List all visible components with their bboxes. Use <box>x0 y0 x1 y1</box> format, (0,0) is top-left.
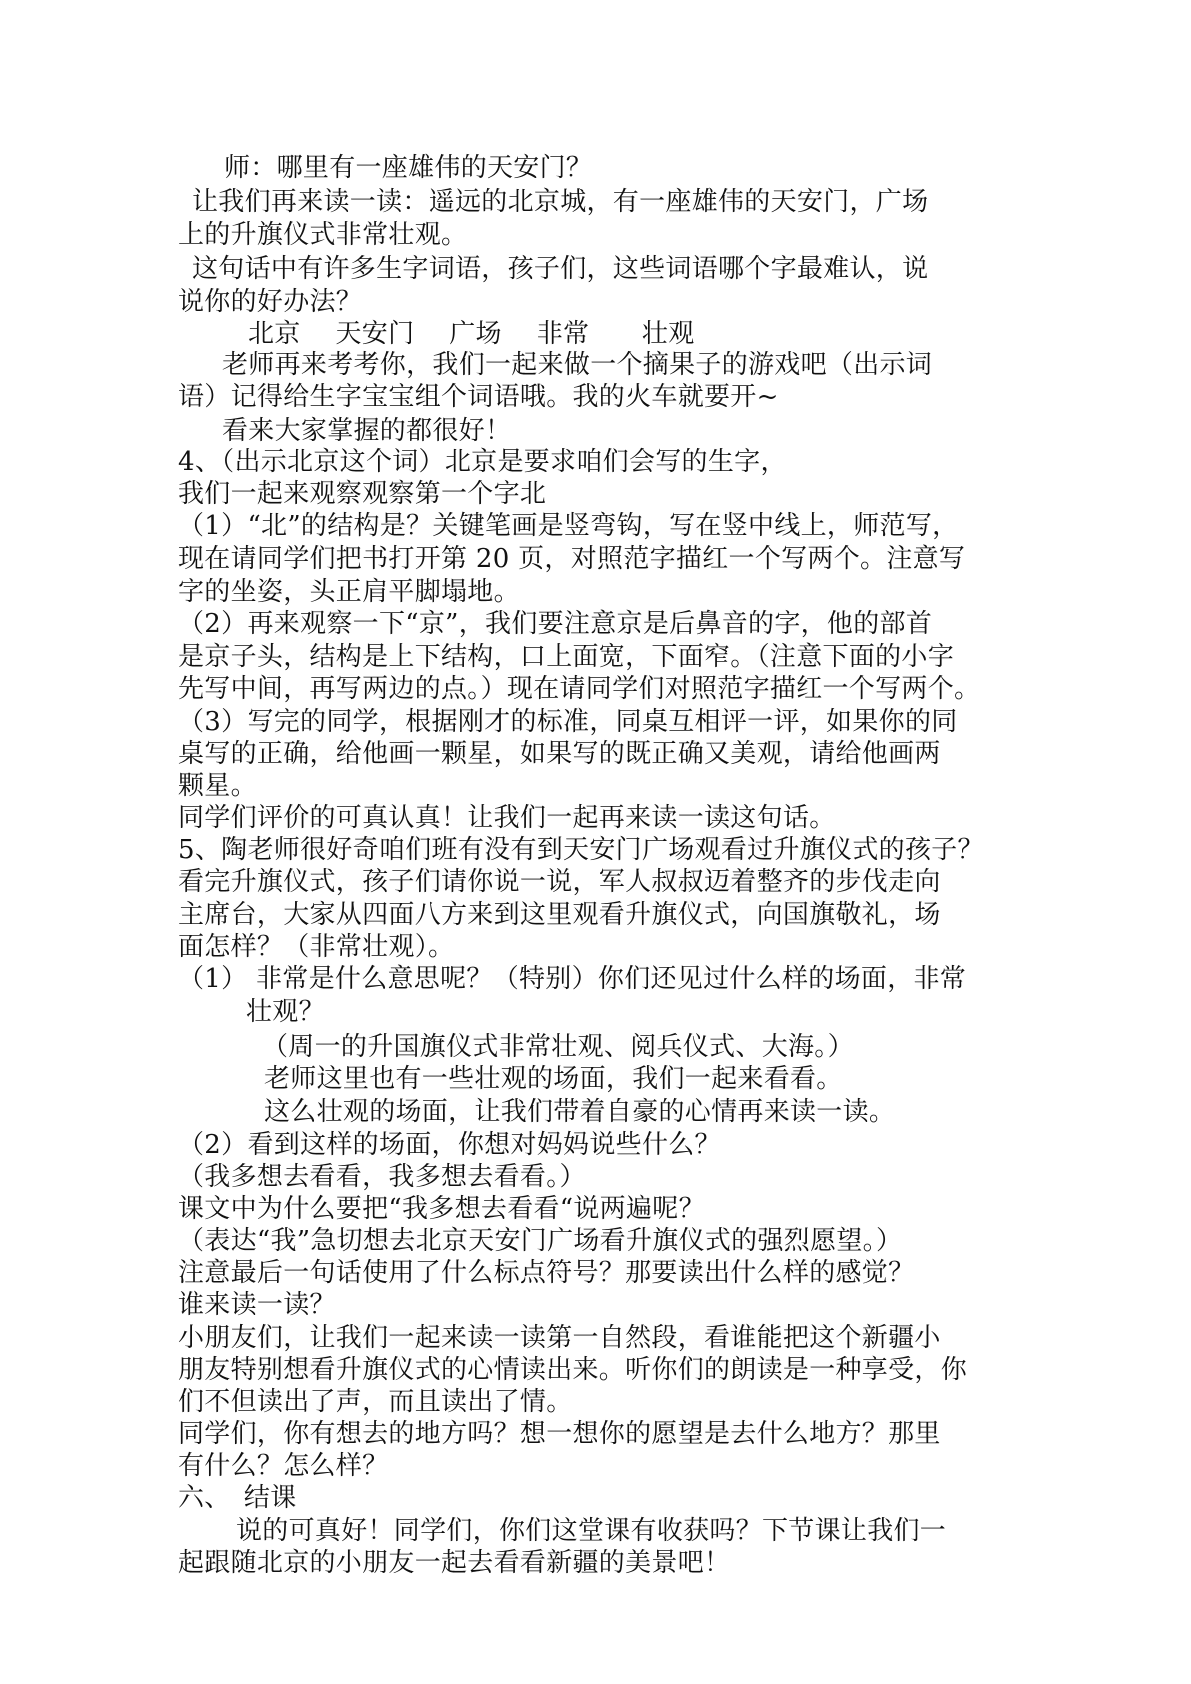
text-line: （3）写完的同学，根据刚才的标准，同桌互相评一评，如果你的同 <box>178 707 958 737</box>
text-line: 是京子头，结构是上下结构，口上面宽，下面窄。（注意下面的小字 <box>178 642 955 672</box>
text-line: （2）看到这样的场面，你想对妈妈说些什么？ <box>178 1130 721 1160</box>
section-heading: 5、陶老师很好奇咱们班有没有到天安门广场观看过升旗仪式的孩子？ <box>178 835 984 865</box>
text-line: 我们一起来观察观察第一个字北 <box>178 479 547 509</box>
text-line: 这么壮观的场面，让我们带着自豪的心情再来读一读。 <box>264 1097 896 1127</box>
text-line: 老师再来考考你，我们一起来做一个摘果子的游戏吧（出示词 <box>222 350 933 380</box>
text-line: 让我们再来读一读：遥远的北京城，有一座雄伟的天安门，广场 <box>192 187 929 217</box>
text-line: 们不但读出了声，而且读出了情。 <box>178 1387 573 1417</box>
text-line: 主席台，大家从四面八方来到这里观看升旗仪式，向国旗敬礼，场 <box>178 900 941 930</box>
text-line: 字的坐姿，头正肩平脚塌地。 <box>178 577 520 607</box>
text-line: （表达“我”急切想去北京天安门广场看升旗仪式的强烈愿望。） <box>178 1226 903 1256</box>
text-line: 说你的好办法？ <box>178 287 363 317</box>
text-line: 课文中为什么要把“我多想去看看“说两遍呢？ <box>178 1194 705 1224</box>
text-line: 谁来读一读？ <box>178 1290 336 1320</box>
text-line: 先写中间，再写两边的点。）现在请同学们对照范字描红一个写两个。 <box>178 674 981 704</box>
section-heading: 4、（出示北京这个词）北京是要求咱们会写的生字， <box>178 447 787 477</box>
text-line: 面怎样？（非常壮观）。 <box>178 932 455 962</box>
text-line: 看来大家掌握的都很好！ <box>222 416 512 446</box>
text-line: 老师这里也有一些壮观的场面，我们一起来看看。 <box>264 1064 843 1094</box>
text-line: 说的可真好！同学们，你们这堂课有收获吗？下节课让我们一 <box>236 1516 947 1546</box>
text-line: 颗星。 <box>178 771 257 801</box>
text-line: （2）再来观察一下“京”，我们要注意京是后鼻音的字，他的部首 <box>178 609 933 639</box>
text-line: 注意最后一句话使用了什么标点符号？那要读出什么样的感觉？ <box>178 1258 915 1288</box>
text-line: 同学们评价的可真认真！让我们一起再来读一读这句话。 <box>178 803 836 833</box>
text-line: 现在请同学们把书打开第 20 页，对照范字描红一个写两个。注意写 <box>178 544 966 574</box>
text-line: 看完升旗仪式，孩子们请你说一说，军人叔叔迈着整齐的步伐走向 <box>178 867 941 897</box>
text-line: 这句话中有许多生字词语，孩子们，这些词语哪个字最难认，说 <box>192 254 929 284</box>
text-line: 有什么？怎么样？ <box>178 1451 389 1481</box>
text-line: （周一的升国旗仪式非常壮观、阅兵仪式、大海。） <box>262 1032 854 1062</box>
text-line: （我多想去看看，我多想去看看。） <box>178 1162 586 1192</box>
text-line: 桌写的正确，给他画一颗星，如果写的既正确又美观，请给他画两 <box>178 739 941 769</box>
text-line: 起跟随北京的小朋友一起去看看新疆的美景吧！ <box>178 1548 731 1578</box>
vocabulary-words: 北京 天安门 广场 非常 壮观 <box>248 319 695 349</box>
text-line: 师：哪里有一座雄伟的天安门？ <box>224 153 593 183</box>
text-line: 朋友特别想看升旗仪式的心情读出来。听你们的朗读是一种享受，你 <box>178 1355 968 1385</box>
text-line: （1） 非常是什么意思呢？（特别）你们还见过什么样的场面，非常 <box>178 964 967 994</box>
section-heading: 六、 结课 <box>178 1483 297 1513</box>
text-line: 上的升旗仪式非常壮观。 <box>178 220 468 250</box>
text-line: 小朋友们，让我们一起来读一读第一自然段，看谁能把这个新疆小 <box>178 1323 941 1353</box>
text-line: 壮观？ <box>246 997 325 1027</box>
text-line: 同学们，你有想去的地方吗？想一想你的愿望是去什么地方？那里 <box>178 1419 941 1449</box>
text-line: （1）“北”的结构是？关键笔画是竖弯钩，写在竖中线上，师范写， <box>178 511 959 541</box>
text-line: 语）记得给生字宝宝组个词语哦。我的火车就要开~ <box>178 382 779 412</box>
